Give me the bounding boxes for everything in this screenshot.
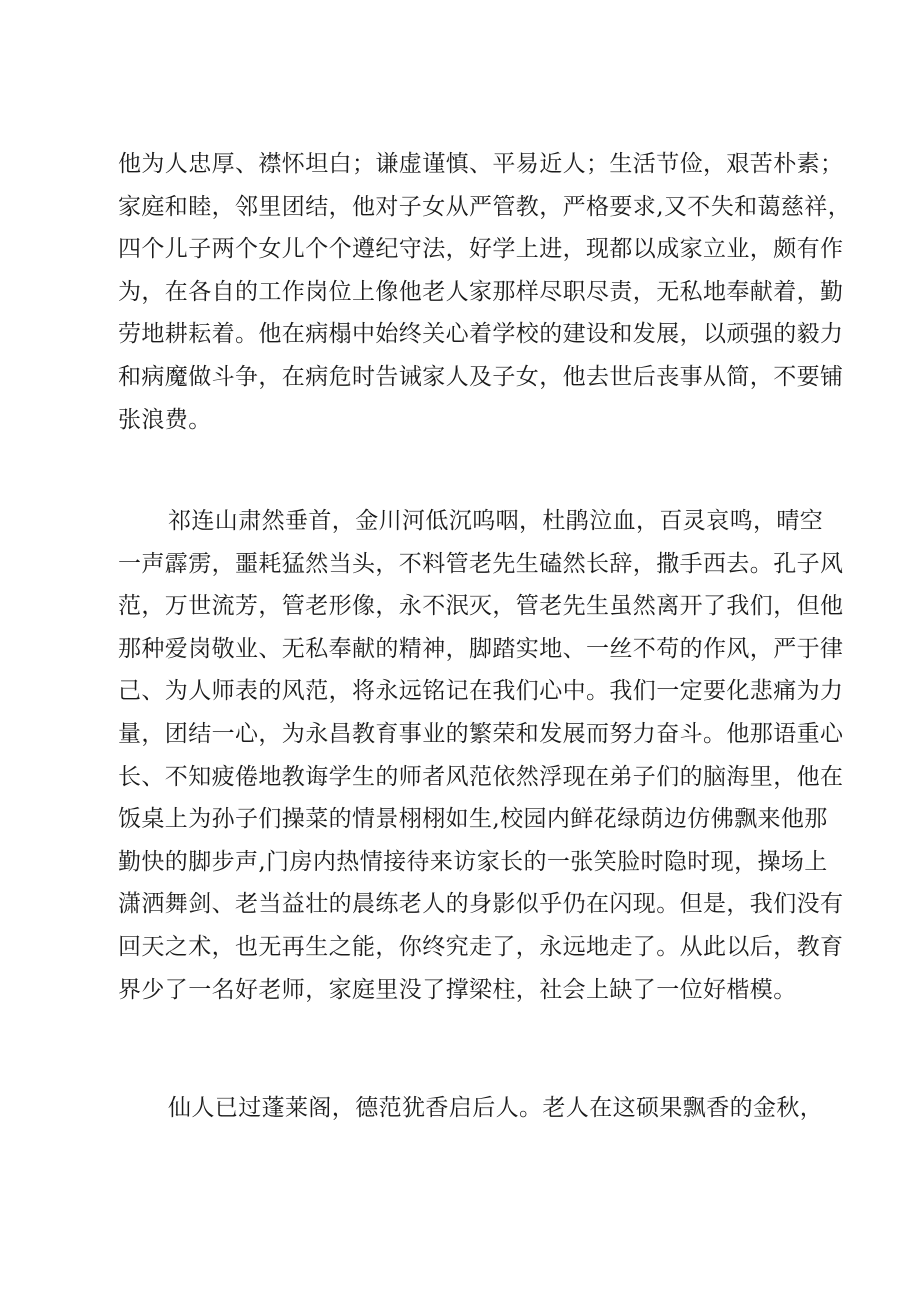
paragraph-1 xyxy=(118,143,852,441)
text-line: 勤快的脚步声,门房内热情接待来访家长的一张笑脸时隐时现，操场上 xyxy=(118,848,828,875)
text-line: 为，在各自的工作岗位上像他老人家那样尽职尽责，无私地奉献着，勤 xyxy=(118,278,844,305)
text-line: 量，团结一心，为永昌教育事业的繁荣和发展而努力奋斗。他那语重心 xyxy=(118,720,844,747)
text-line: 界少了一名好老师，家庭里没了撑梁柱，社会上缺了一位好楷模。 xyxy=(118,976,797,1003)
text-line: 他为人忠厚、襟怀坦白；谦虚谨慎、平易近人；生活节俭，艰苦朴素； xyxy=(118,151,844,177)
text-line: 仙人已过蓬莱阁，德范犹香启后人。老人在这硕果飘香的金秋， xyxy=(168,1095,824,1121)
text-line: 张浪费。 xyxy=(118,406,212,433)
text-line: 一声霹雳，噩耗猛然当头，不料管老先生磕然长辞，撒手西去。孔子风 xyxy=(118,550,844,577)
text-line: 和病魔做斗争，在病危时告诫家人及子女，他去世后丧事从简，不要铺 xyxy=(118,363,844,390)
text-line: 家庭和睦，邻里团结，他对子女从严管教，严格要求,又不失和蔼慈祥， xyxy=(118,193,852,220)
text-line: 长、不知疲倦地教诲学生的师者风范依然浮现在弟子们的脑海里，他在 xyxy=(118,763,844,790)
text-line: 回天之术，也无再生之能，你终究走了，永远地走了。从此以后，教育 xyxy=(118,933,844,960)
text-line: 劳地耕耘着。他在病榻中始终关心着学校的建设和发展，以顽强的毅力 xyxy=(118,321,844,348)
text-line: 范，万世流芳，管老形像，永不泯灭，管老先生虽然离开了我们，但他 xyxy=(118,593,844,620)
paragraph-3 xyxy=(118,1087,838,1130)
paragraph-2 xyxy=(118,500,844,1011)
text-line: 潇洒舞剑、老当益壮的晨练老人的身影似乎仍在闪现。但是，我们没有 xyxy=(118,891,844,918)
text-line: 己、为人师表的风范，将永远铭记在我们心中。我们一定要化悲痛为力 xyxy=(118,678,844,705)
text-line: 那种爱岗敬业、无私奉献的精神，脚踏实地、一丝不苟的作风，严于律 xyxy=(118,635,844,662)
text-line: 祁连山肃然垂首，金川河低沉呜咽，杜鹃泣血，百灵哀鸣，晴空 xyxy=(168,508,824,534)
text-line: 饭桌上为孙子们操菜的情景栩栩如生,校园内鲜花绿荫边仿佛飘来他那 xyxy=(118,806,828,833)
text-line: 四个儿子两个女儿个个遵纪守法，好学上进，现都以成家立业，颇有作 xyxy=(118,236,844,263)
